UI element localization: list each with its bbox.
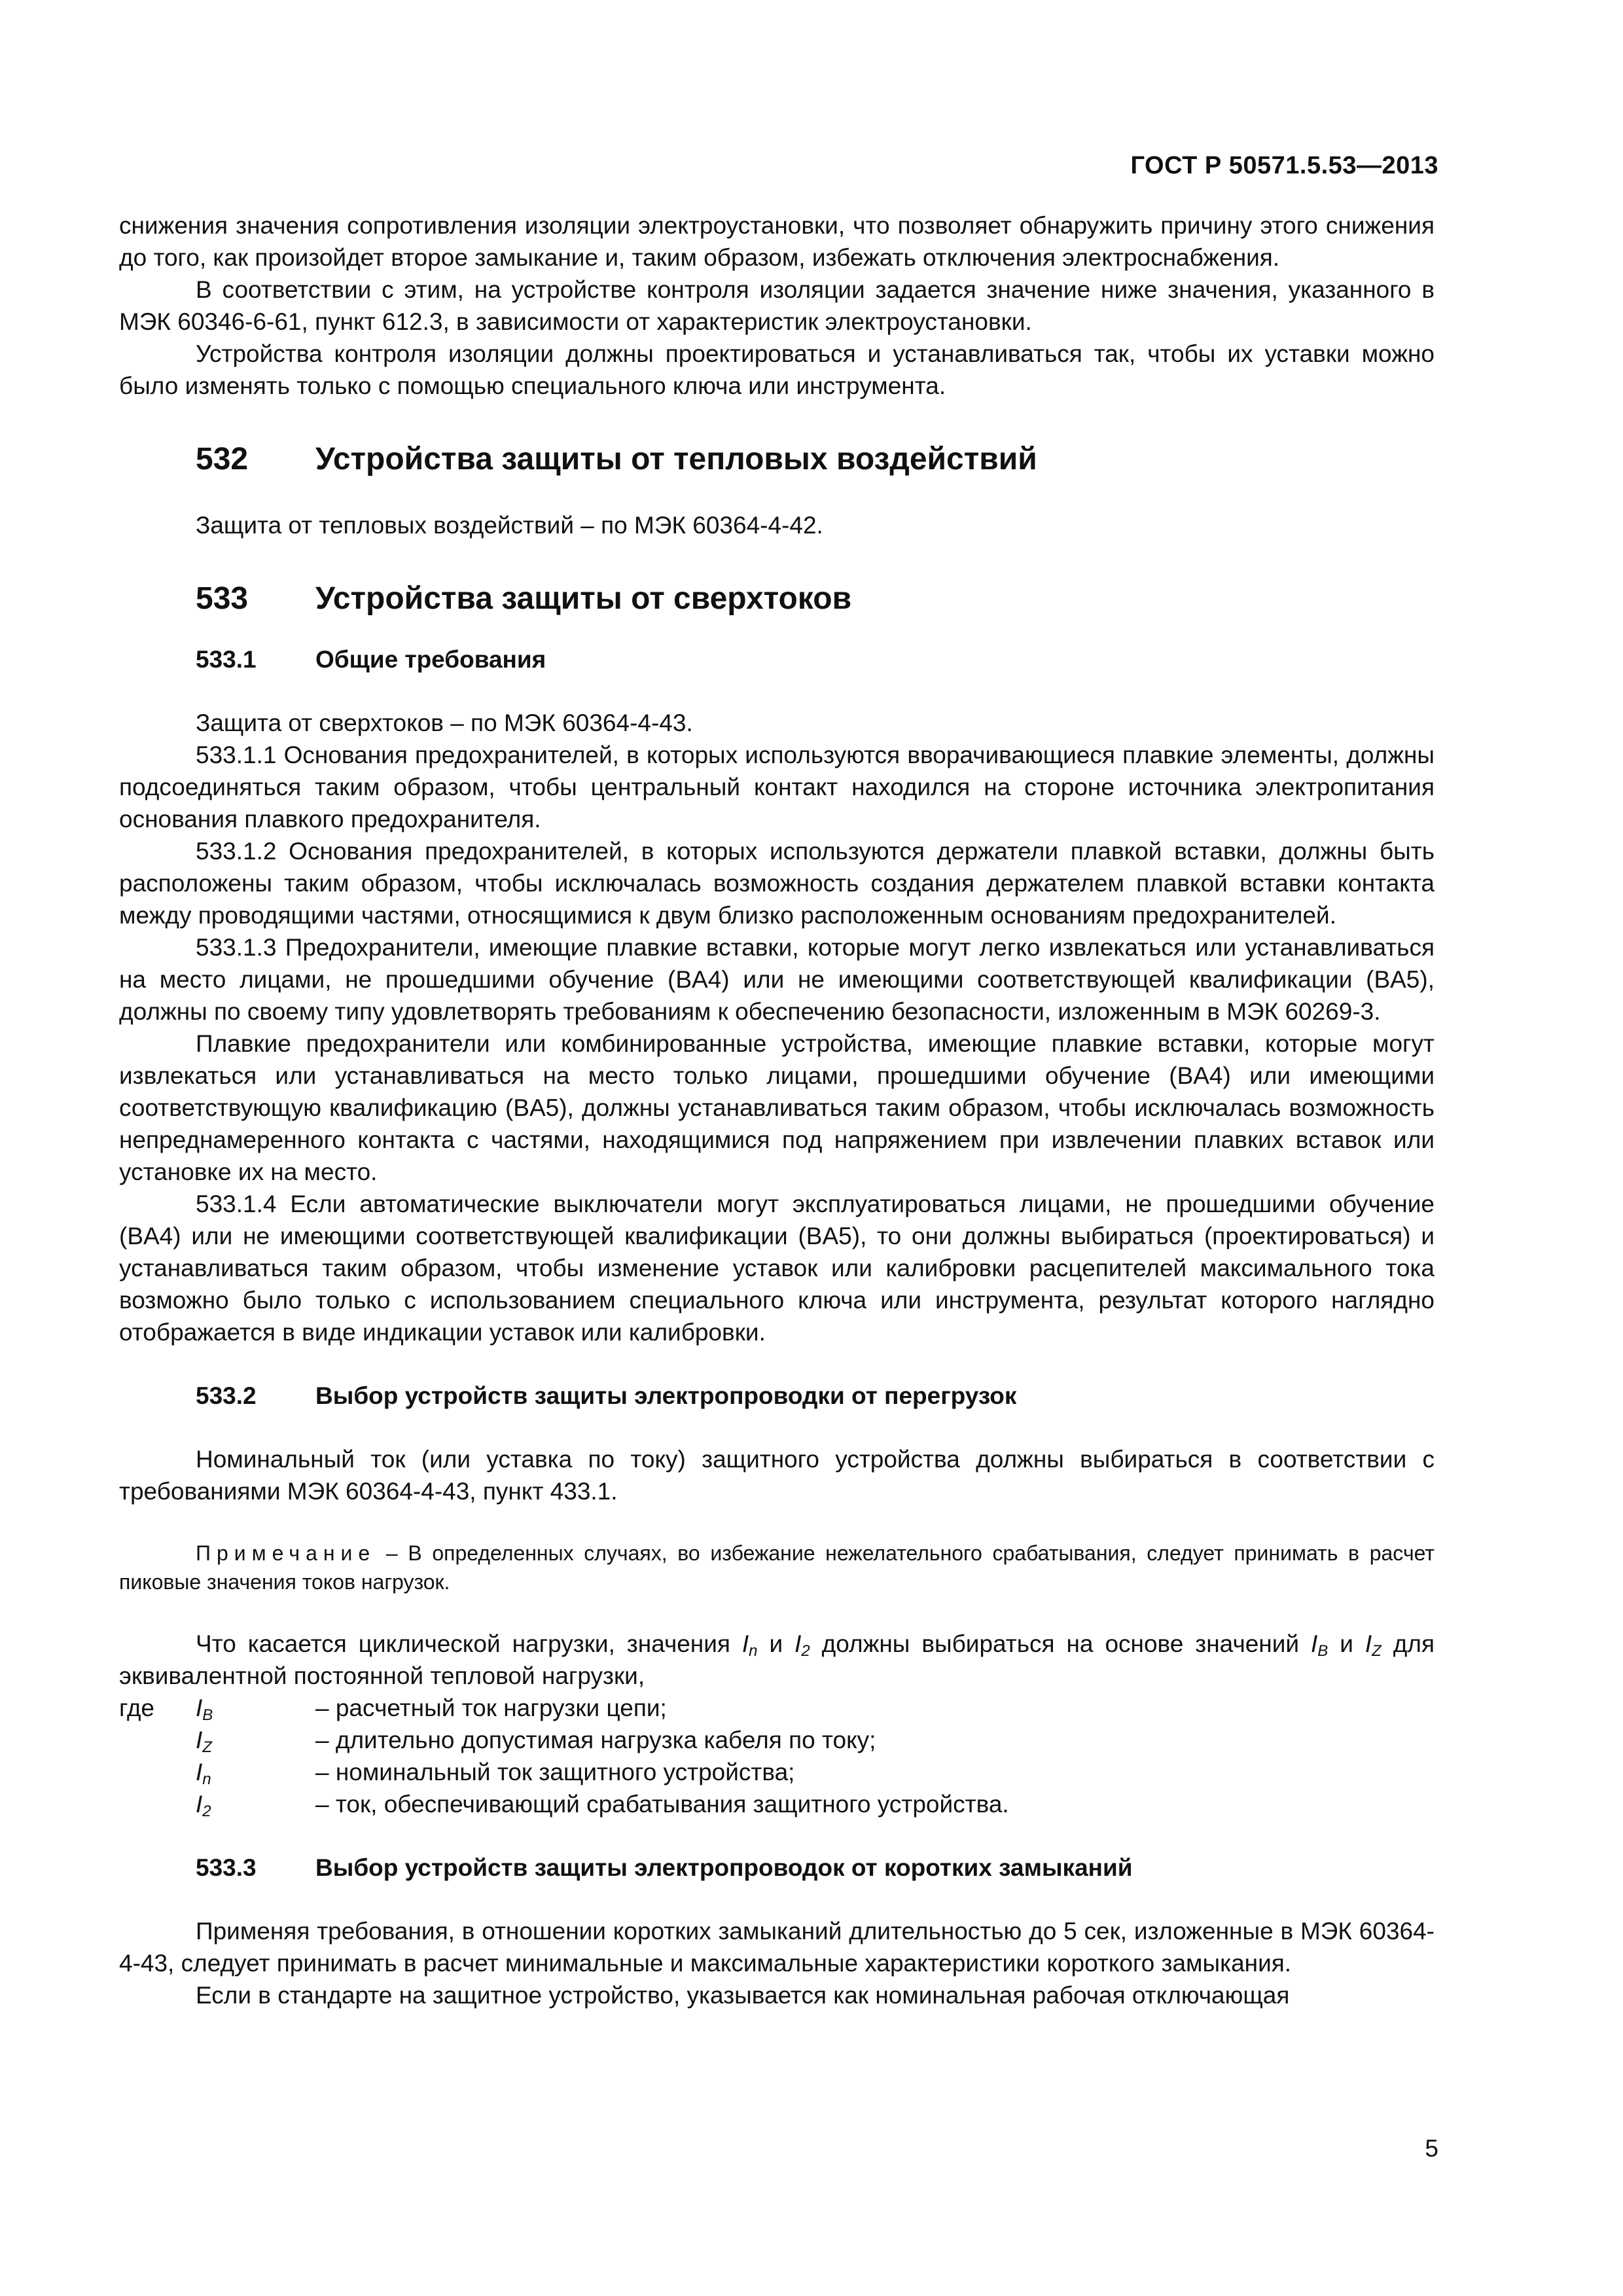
page-number: 5	[1425, 2135, 1438, 2162]
definition-row	[119, 1788, 1435, 1820]
section-number: 533	[196, 581, 249, 616]
subsection-title: Выбор устройств защиты электропроводок от коротких замыканий	[315, 1854, 1133, 1881]
subsection-number: 533.2	[196, 1382, 257, 1409]
paragraph: Защита от сверхтоков – по МЭК 60364-4-43.	[196, 709, 693, 736]
section-title: Устройства защиты от сверхтоков	[315, 581, 852, 616]
definition-text: – ток, обеспечивающий срабатывания защитного устройства.	[315, 1791, 1009, 1818]
subsection-number: 533.3	[196, 1854, 257, 1881]
section-number: 532	[196, 442, 249, 476]
page-header-doc-id: ГОСТ Р 50571.5.53—2013	[1130, 152, 1438, 179]
subsection-heading-533-2	[196, 1380, 1435, 1412]
definition-symbol: $I_Z$	[196, 1727, 212, 1756]
section-heading-533	[196, 581, 1435, 617]
where-label: где	[119, 1695, 155, 1721]
paragraph: Устройства контроля изоляции должны проектироваться и устанавливаться так, чтобы их уставки можно было изменять только с помощью специального ключа или инструмента.	[119, 340, 1435, 399]
definition-row	[119, 1692, 1435, 1724]
subsection-heading-533-1	[196, 643, 1435, 675]
symbol-ib: $I_B$	[1311, 1630, 1329, 1660]
paragraph: Если в стандарте на защитное устройство, указывается как номинальная рабочая отключающая	[196, 1982, 1290, 2009]
paragraph: Номинальный ток (или уставка по току) защитного устройства должны выбираться в соответствии с требованиями МЭК 60364-4-43, пункт 433.1.	[119, 1446, 1435, 1505]
symbol-in: $I_n$	[741, 1630, 758, 1660]
symbol-i2: $I_2$	[794, 1630, 810, 1660]
paragraph: 533.1.2 Основания предохранителей, в которых используются держатели плавкой вставки, должны быть расположены таким образом, чтобы исключалась возможность создания держателем плавкой вставки контакта между проводящими частями, относящимися к двум близко расположенным основаниям предохранителей.	[119, 838, 1435, 929]
subsection-title: Выбор устройств защиты электропроводки от перегрузок	[315, 1382, 1017, 1409]
paragraph-cyclic-load: Что касается циклической нагрузки, значения $I_n$ и $I_2$ должны выбираться на основе значений $I_B$ и $I_Z$ для эквивалентной постоянной тепловой нагрузки,	[119, 1630, 1435, 1689]
subsection-heading-533-3	[196, 1852, 1435, 1884]
paragraph: 533.1.4 Если автоматические выключатели могут эксплуатироваться лицами, не прошедшими обучение (BA4) или не имеющими соответствующей квалификации (BA5), то они должны выбираться (проектироваться) и устанавливаться таким образом, чтобы изменение уставок или калибровки расцепителей максимального тока возможно было только с использованием специального ключа или инструмента, результат которого наглядно отображается в виде индикации уставок или калибровки.	[119, 1191, 1435, 1346]
section-heading-532	[196, 441, 1435, 478]
definition-symbol: $I_B$	[196, 1695, 213, 1724]
section-title: Устройства защиты от тепловых воздействий	[315, 442, 1037, 476]
paragraph-continuation: снижения значения сопротивления изоляции электроустановки, что позволяет обнаружить причину этого снижения до того, как произойдет второе замыкание и, таким образом, избежать отключения электроснабжения.	[119, 212, 1435, 271]
paragraph: В соответствии с этим, на устройстве контроля изоляции задается значение ниже значения, указанного в МЭК 60346-6-61, пункт 612.3, в зависимости от характеристик электроустановки.	[119, 276, 1435, 335]
page-content	[119, 209, 1435, 2011]
note-label: Примечание	[196, 1541, 376, 1565]
paragraph: Плавкие предохранители или комбинированные устройства, имеющие плавкие вставки, которые могут извлекаться или устанавливаться на место только лицами, прошедшими обучение (BA4) или имеющими соответствующую квалификацию (BA5), должны устанавливаться таким образом, чтобы исключалась возможность непреднамеренного контакта с частями, находящимися под напряжением при извлечении плавких вставок или установке их на место.	[119, 1030, 1435, 1185]
paragraph: 533.1.1 Основания предохранителей, в которых используются вворачивающиеся плавкие элементы, должны подсоединяться таким образом, чтобы центральный контакт находился на стороне источника электропитания основания плавкого предохранителя.	[119, 742, 1435, 833]
definition-row	[119, 1724, 1435, 1756]
symbol-iz: $I_Z$	[1364, 1630, 1382, 1660]
paragraph: 533.1.3 Предохранители, имеющие плавкие вставки, которые могут легко извлекаться или устанавливаться на место лицами, не прошедшими обучение (BA4) или не имеющими соответствующей квалификации (BA5), должны по своему типу удовлетворять требованиям к обеспечению безопасности, изложенным в МЭК 60269-3.	[119, 934, 1435, 1025]
subsection-title: Общие требования	[315, 646, 546, 673]
definitions-list	[119, 1692, 1435, 1820]
definition-text: – длительно допустимая нагрузка кабеля по току;	[315, 1727, 876, 1753]
note-text: – В определенных случаях, во избежание нежелательного срабатывания, следует принимать в расчет пиковые значения токов нагрузок.	[119, 1541, 1435, 1594]
subsection-number: 533.1	[196, 646, 257, 673]
paragraph: Применяя требования, в отношении коротких замыканий длительностью до 5 сек, изложенные в МЭК 60364-4-43, следует принимать в расчет минимальные и максимальные характеристики короткого замыкания.	[119, 1918, 1435, 1977]
definition-text: – номинальный ток защитного устройства;	[315, 1759, 795, 1785]
paragraph: Защита от тепловых воздействий – по МЭК 60364-4-42.	[196, 512, 823, 539]
definition-symbol: $I_n$	[196, 1759, 211, 1788]
note	[119, 1539, 1435, 1596]
definition-row	[119, 1756, 1435, 1788]
definition-text: – расчетный ток нагрузки цепи;	[315, 1695, 667, 1721]
definition-symbol: $I_2$	[196, 1791, 211, 1820]
